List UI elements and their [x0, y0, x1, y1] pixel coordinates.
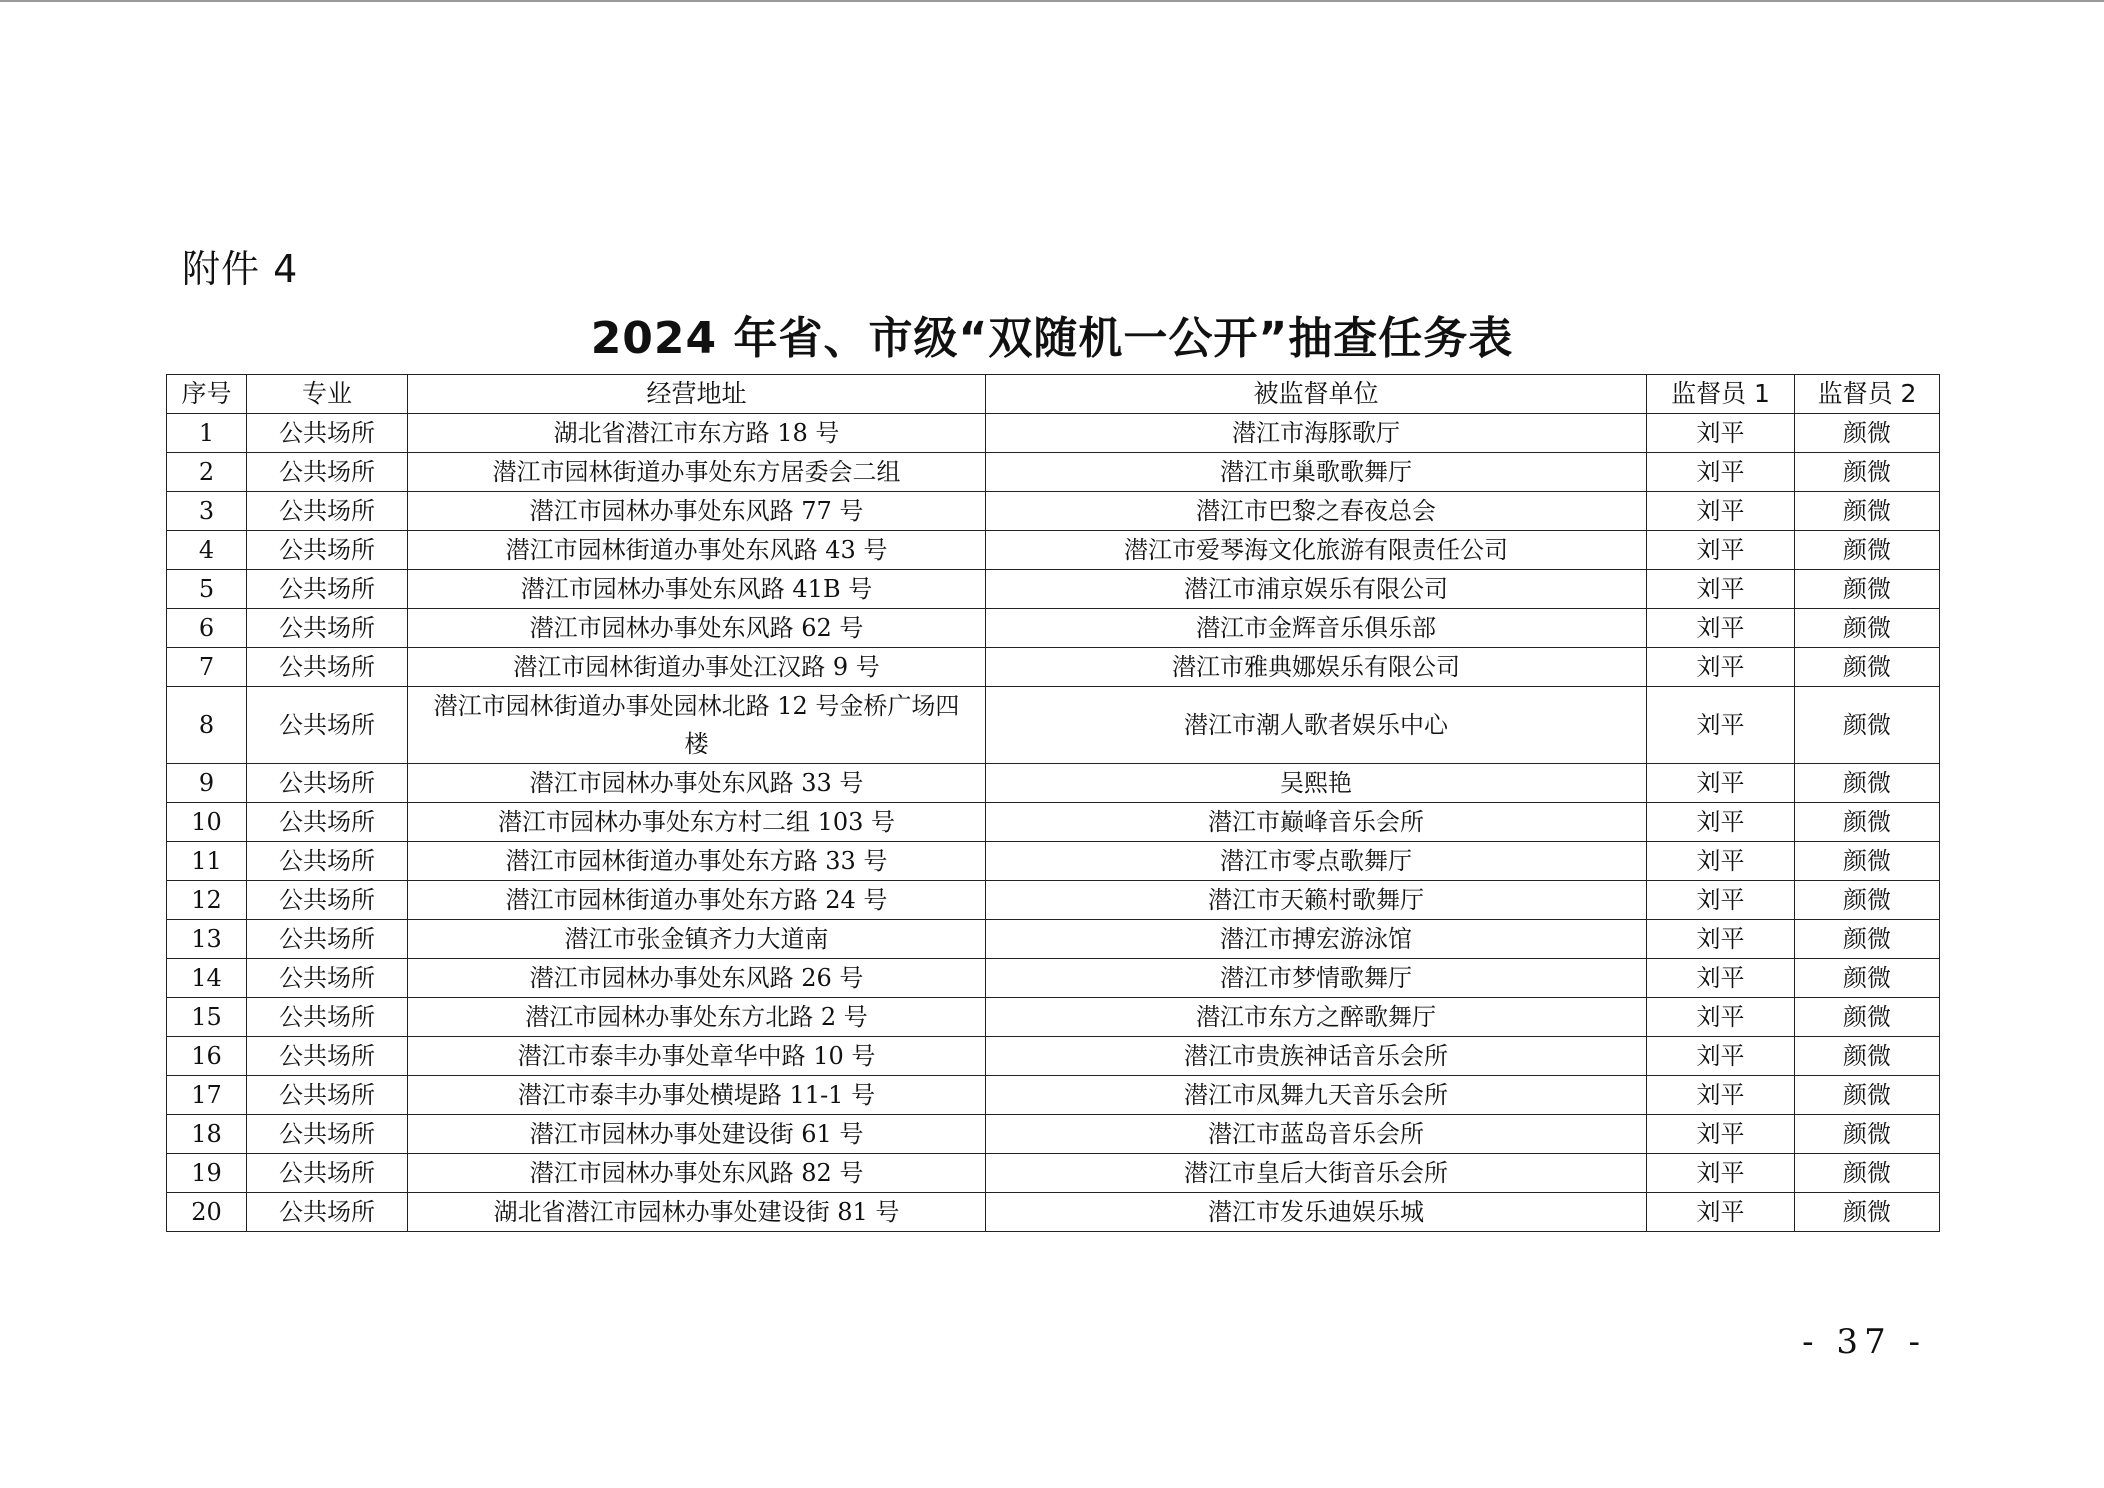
cell-category: 公共场所	[247, 648, 408, 687]
cell-category: 公共场所	[247, 1037, 408, 1076]
column-header-inspector-1: 监督员 1	[1647, 375, 1795, 414]
column-header-unit: 被监督单位	[986, 375, 1647, 414]
cell-inspector-2: 颜微	[1795, 1115, 1940, 1154]
cell-address: 潜江市园林街道办事处东方居委会二组	[408, 453, 986, 492]
cell-category: 公共场所	[247, 492, 408, 531]
cell-no: 4	[167, 531, 247, 570]
attachment-label: 附件 4	[182, 247, 299, 291]
page-number: - 37 -	[1802, 1322, 1926, 1362]
cell-inspector-1: 刘平	[1647, 803, 1795, 842]
cell-inspector-1: 刘平	[1647, 609, 1795, 648]
table-row	[167, 803, 1940, 842]
cell-address: 潜江市园林办事处东风路 41B 号	[408, 570, 986, 609]
table-row	[167, 531, 1940, 570]
table-row	[167, 1037, 1940, 1076]
cell-category: 公共场所	[247, 414, 408, 453]
cell-inspector-2: 颜微	[1795, 1076, 1940, 1115]
cell-category: 公共场所	[247, 842, 408, 881]
cell-address: 潜江市园林办事处东风路 33 号	[408, 764, 986, 803]
table-row	[167, 1154, 1940, 1193]
cell-address: 潜江市泰丰办事处横堤路 11-1 号	[408, 1076, 986, 1115]
cell-inspector-2: 颜微	[1795, 570, 1940, 609]
cell-address: 湖北省潜江市园林办事处建设街 81 号	[408, 1193, 986, 1232]
table-row	[167, 609, 1940, 648]
cell-unit: 潜江市巢歌歌舞厅	[986, 453, 1647, 492]
table-row	[167, 920, 1940, 959]
table-row	[167, 414, 1940, 453]
cell-inspector-2: 颜微	[1795, 453, 1940, 492]
cell-inspector-1: 刘平	[1647, 414, 1795, 453]
cell-unit: 潜江市搏宏游泳馆	[986, 920, 1647, 959]
cell-inspector-1: 刘平	[1647, 764, 1795, 803]
inspection-task-table	[166, 374, 1940, 1232]
column-header-address: 经营地址	[408, 375, 986, 414]
cell-address: 潜江市张金镇齐力大道南	[408, 920, 986, 959]
cell-inspector-1: 刘平	[1647, 531, 1795, 570]
cell-unit: 潜江市零点歌舞厅	[986, 842, 1647, 881]
cell-inspector-1: 刘平	[1647, 1193, 1795, 1232]
cell-category: 公共场所	[247, 959, 408, 998]
cell-category: 公共场所	[247, 1076, 408, 1115]
cell-inspector-2: 颜微	[1795, 1193, 1940, 1232]
cell-unit: 潜江市潮人歌者娱乐中心	[986, 687, 1647, 764]
cell-unit: 潜江市爱琴海文化旅游有限责任公司	[986, 531, 1647, 570]
cell-unit: 潜江市皇后大街音乐会所	[986, 1154, 1647, 1193]
table-row	[167, 1115, 1940, 1154]
table-row	[167, 1193, 1940, 1232]
table-row	[167, 959, 1940, 998]
cell-inspector-1: 刘平	[1647, 648, 1795, 687]
table-row	[167, 1076, 1940, 1115]
cell-inspector-1: 刘平	[1647, 881, 1795, 920]
top-border-line	[0, 0, 2104, 2]
cell-category: 公共场所	[247, 609, 408, 648]
cell-unit: 潜江市贵族神话音乐会所	[986, 1037, 1647, 1076]
cell-category: 公共场所	[247, 1193, 408, 1232]
cell-address: 湖北省潜江市东方路 18 号	[408, 414, 986, 453]
cell-unit: 潜江市发乐迪娱乐城	[986, 1193, 1647, 1232]
cell-inspector-2: 颜微	[1795, 998, 1940, 1037]
cell-inspector-1: 刘平	[1647, 959, 1795, 998]
cell-address: 潜江市园林街道办事处江汉路 9 号	[408, 648, 986, 687]
cell-inspector-1: 刘平	[1647, 687, 1795, 764]
cell-address: 潜江市园林办事处东方村二组 103 号	[408, 803, 986, 842]
cell-inspector-2: 颜微	[1795, 687, 1940, 764]
cell-category: 公共场所	[247, 920, 408, 959]
cell-inspector-2: 颜微	[1795, 881, 1940, 920]
table-header-row	[167, 375, 1940, 414]
cell-address: 潜江市园林办事处东风路 62 号	[408, 609, 986, 648]
cell-no: 17	[167, 1076, 247, 1115]
cell-no: 19	[167, 1154, 247, 1193]
table-row	[167, 764, 1940, 803]
cell-address: 潜江市园林街道办事处园林北路 12 号金桥广场四楼	[408, 687, 986, 764]
cell-unit: 潜江市海豚歌厅	[986, 414, 1647, 453]
cell-inspector-2: 颜微	[1795, 492, 1940, 531]
cell-inspector-2: 颜微	[1795, 920, 1940, 959]
cell-no: 9	[167, 764, 247, 803]
cell-category: 公共场所	[247, 531, 408, 570]
cell-unit: 潜江市雅典娜娱乐有限公司	[986, 648, 1647, 687]
table-row	[167, 492, 1940, 531]
cell-unit: 潜江市巴黎之春夜总会	[986, 492, 1647, 531]
cell-inspector-2: 颜微	[1795, 648, 1940, 687]
column-header-inspector-2: 监督员 2	[1795, 375, 1940, 414]
cell-inspector-1: 刘平	[1647, 453, 1795, 492]
cell-unit: 潜江市凤舞九天音乐会所	[986, 1076, 1647, 1115]
table-row	[167, 842, 1940, 881]
cell-inspector-1: 刘平	[1647, 842, 1795, 881]
cell-unit: 潜江市东方之醉歌舞厅	[986, 998, 1647, 1037]
page-title: 2024 年省、市级“双随机一公开”抽查任务表	[590, 313, 1514, 364]
cell-unit: 潜江市巅峰音乐会所	[986, 803, 1647, 842]
cell-address: 潜江市园林街道办事处东风路 43 号	[408, 531, 986, 570]
cell-no: 12	[167, 881, 247, 920]
table-body	[167, 414, 1940, 1232]
cell-category: 公共场所	[247, 453, 408, 492]
cell-inspector-1: 刘平	[1647, 1154, 1795, 1193]
table-row	[167, 570, 1940, 609]
cell-category: 公共场所	[247, 570, 408, 609]
cell-unit: 潜江市蓝岛音乐会所	[986, 1115, 1647, 1154]
cell-address: 潜江市园林办事处东方北路 2 号	[408, 998, 986, 1037]
cell-category: 公共场所	[247, 764, 408, 803]
cell-unit: 潜江市梦情歌舞厅	[986, 959, 1647, 998]
cell-inspector-1: 刘平	[1647, 1037, 1795, 1076]
cell-no: 16	[167, 1037, 247, 1076]
cell-inspector-1: 刘平	[1647, 1115, 1795, 1154]
cell-no: 1	[167, 414, 247, 453]
cell-inspector-2: 颜微	[1795, 959, 1940, 998]
cell-no: 6	[167, 609, 247, 648]
cell-address: 潜江市园林办事处东风路 26 号	[408, 959, 986, 998]
cell-no: 10	[167, 803, 247, 842]
cell-address: 潜江市园林街道办事处东方路 33 号	[408, 842, 986, 881]
cell-no: 11	[167, 842, 247, 881]
column-header-category: 专业	[247, 375, 408, 414]
cell-inspector-2: 颜微	[1795, 531, 1940, 570]
cell-category: 公共场所	[247, 1115, 408, 1154]
cell-no: 18	[167, 1115, 247, 1154]
cell-unit: 吴熙艳	[986, 764, 1647, 803]
cell-inspector-2: 颜微	[1795, 1037, 1940, 1076]
cell-address: 潜江市园林街道办事处东方路 24 号	[408, 881, 986, 920]
cell-inspector-2: 颜微	[1795, 764, 1940, 803]
table-row	[167, 453, 1940, 492]
cell-no: 14	[167, 959, 247, 998]
cell-unit: 潜江市天籁村歌舞厅	[986, 881, 1647, 920]
cell-no: 13	[167, 920, 247, 959]
cell-no: 5	[167, 570, 247, 609]
cell-inspector-1: 刘平	[1647, 998, 1795, 1037]
cell-category: 公共场所	[247, 998, 408, 1037]
cell-inspector-1: 刘平	[1647, 920, 1795, 959]
cell-inspector-2: 颜微	[1795, 803, 1940, 842]
cell-category: 公共场所	[247, 687, 408, 764]
cell-no: 7	[167, 648, 247, 687]
cell-inspector-2: 颜微	[1795, 414, 1940, 453]
cell-no: 15	[167, 998, 247, 1037]
cell-inspector-2: 颜微	[1795, 842, 1940, 881]
cell-category: 公共场所	[247, 881, 408, 920]
cell-no: 20	[167, 1193, 247, 1232]
table-row	[167, 648, 1940, 687]
cell-inspector-1: 刘平	[1647, 492, 1795, 531]
cell-address: 潜江市泰丰办事处章华中路 10 号	[408, 1037, 986, 1076]
cell-inspector-1: 刘平	[1647, 570, 1795, 609]
table-row	[167, 998, 1940, 1037]
cell-address: 潜江市园林办事处建设街 61 号	[408, 1115, 986, 1154]
cell-unit: 潜江市浦京娱乐有限公司	[986, 570, 1647, 609]
cell-no: 2	[167, 453, 247, 492]
cell-no: 8	[167, 687, 247, 764]
cell-inspector-2: 颜微	[1795, 609, 1940, 648]
cell-category: 公共场所	[247, 803, 408, 842]
cell-address: 潜江市园林办事处东风路 77 号	[408, 492, 986, 531]
cell-category: 公共场所	[247, 1154, 408, 1193]
cell-inspector-2: 颜微	[1795, 1154, 1940, 1193]
column-header-no: 序号	[167, 375, 247, 414]
table-row	[167, 881, 1940, 920]
cell-unit: 潜江市金辉音乐俱乐部	[986, 609, 1647, 648]
cell-address: 潜江市园林办事处东风路 82 号	[408, 1154, 986, 1193]
cell-inspector-1: 刘平	[1647, 1076, 1795, 1115]
table-row	[167, 687, 1940, 764]
cell-no: 3	[167, 492, 247, 531]
